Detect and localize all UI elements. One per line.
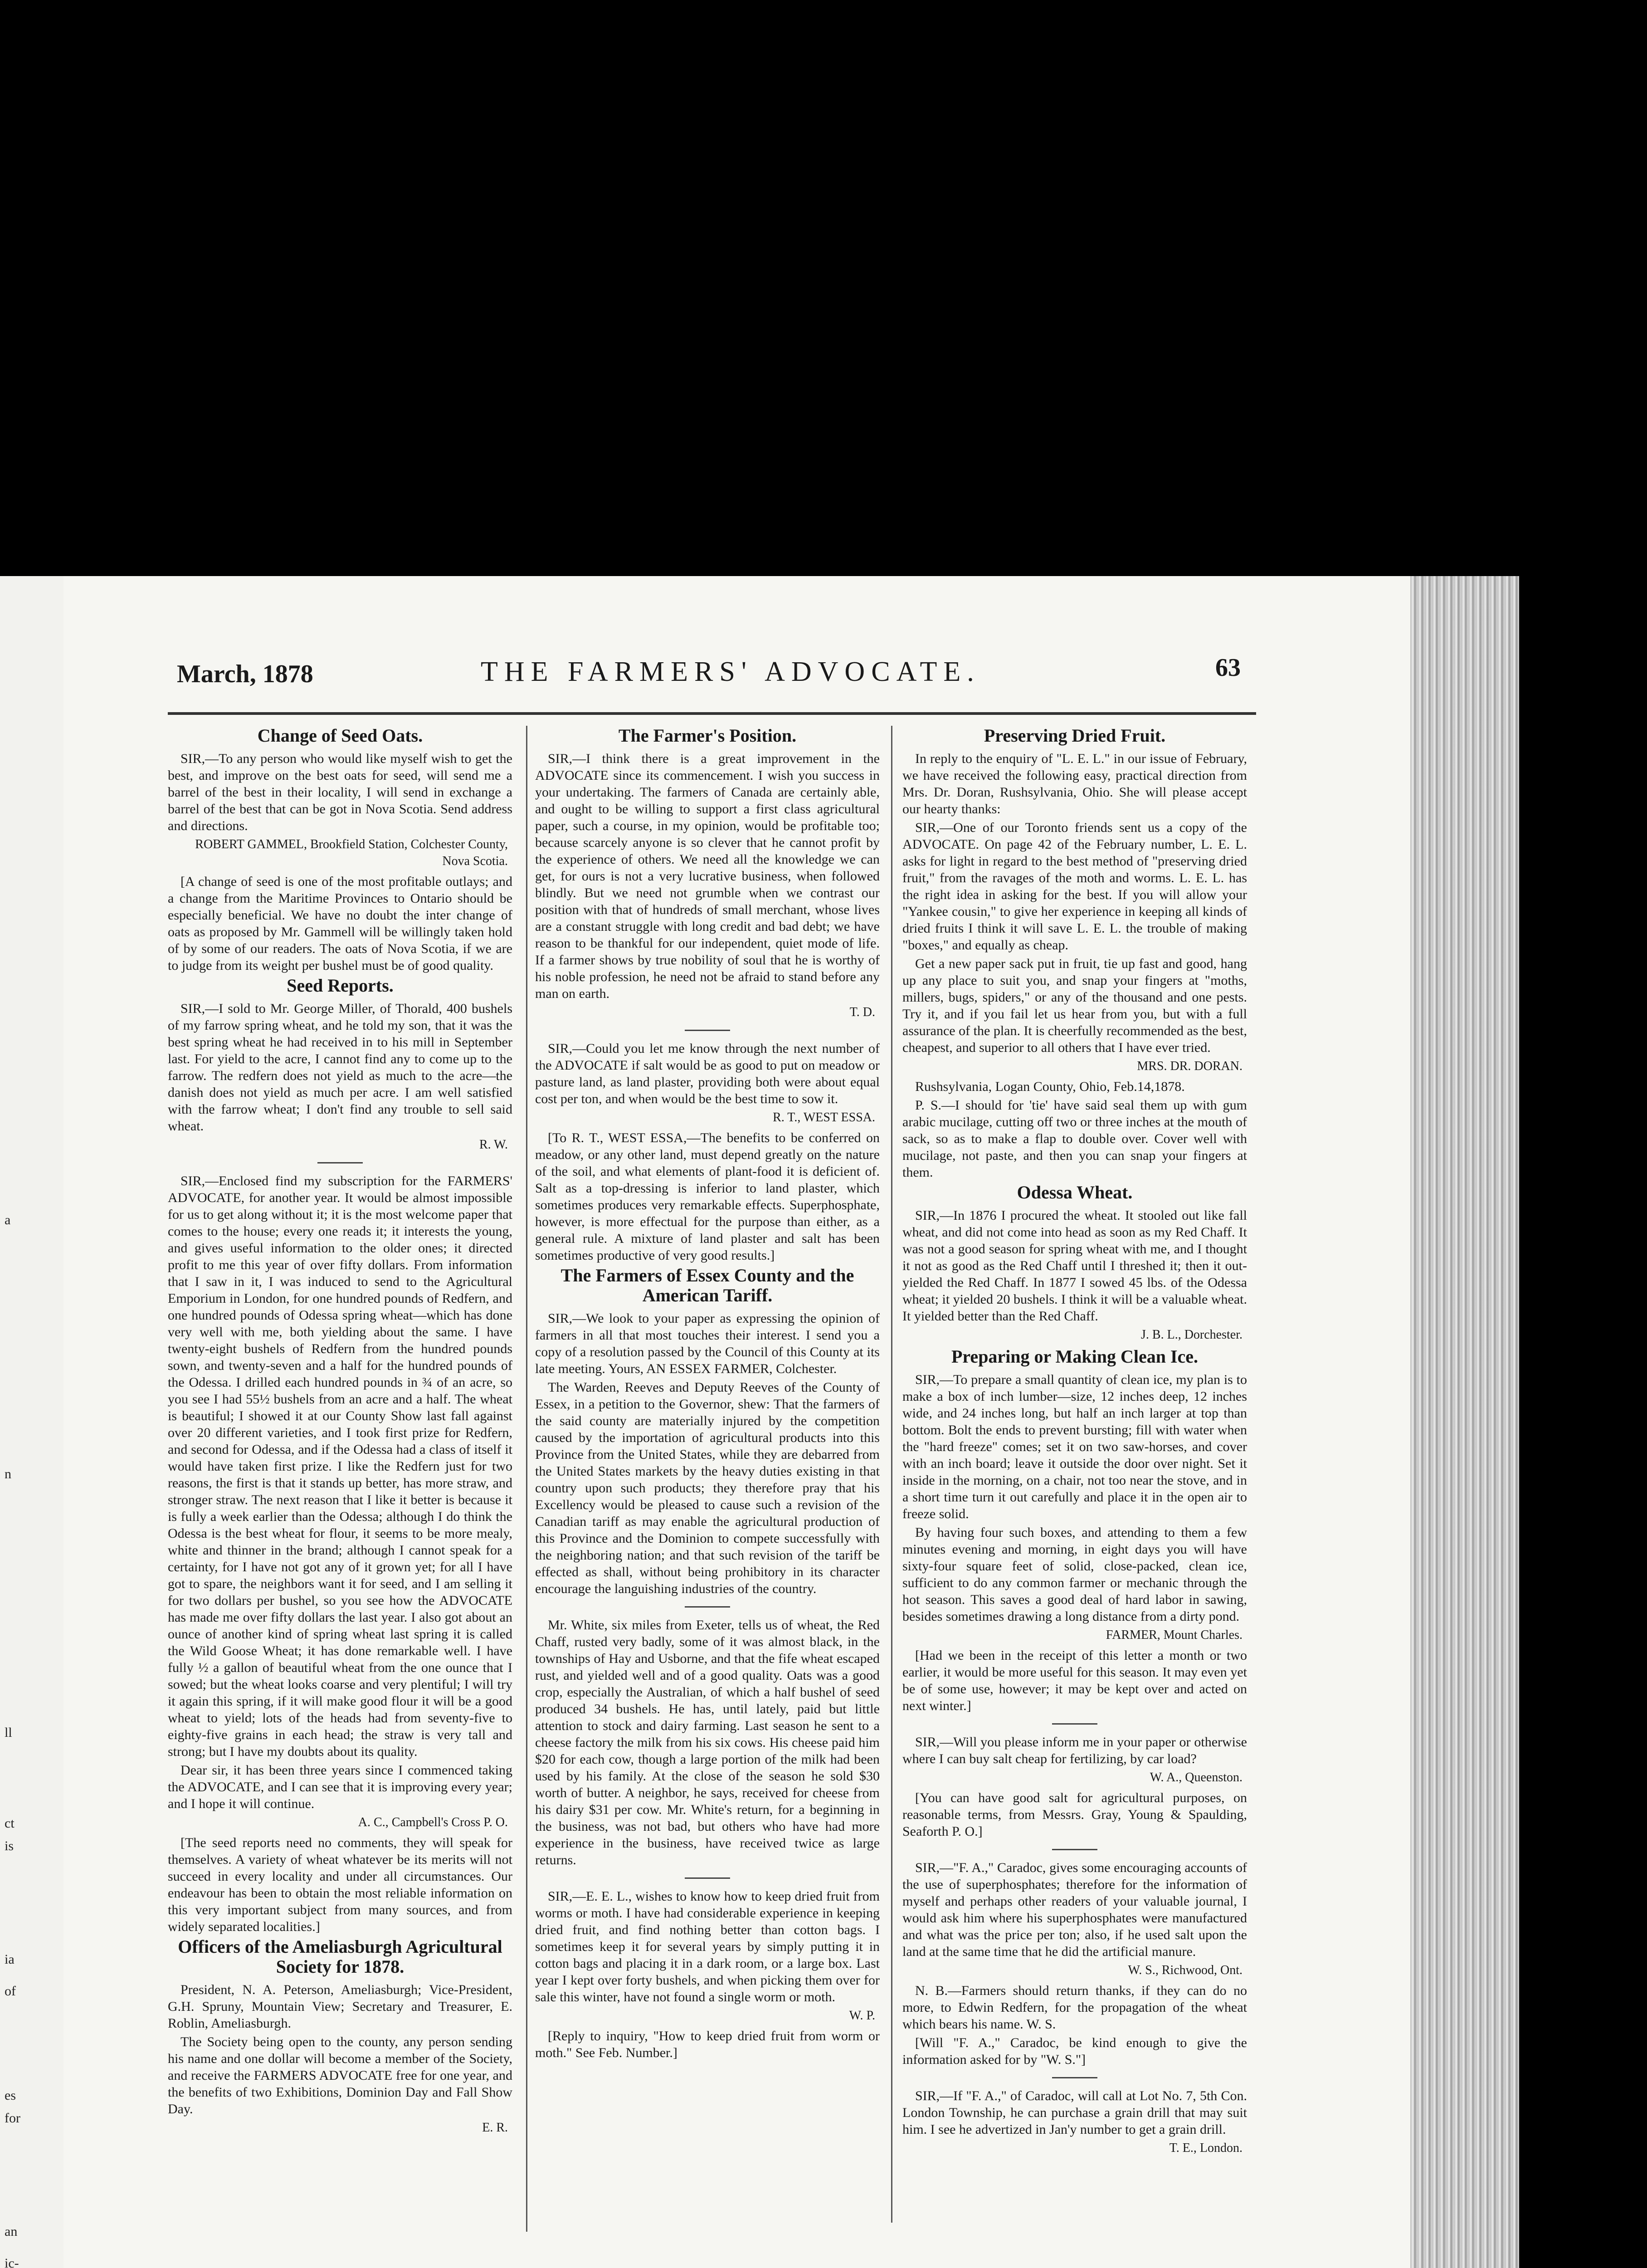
paragraph: SIR,—If "F. A.," of Caradoc, will call at Lot No. 7, 5th Con. London Township, he can purchase a grain drill that may suit him. I see he advertized in Jan'y number to get a grain drill. — [902, 2088, 1247, 2137]
article-title: Officers of the Ameliasburgh Agricultural Society for 1878. — [178, 1936, 502, 1977]
margin-fragment: ct — [5, 1816, 15, 1831]
signature: E. R. — [482, 2121, 508, 2135]
paragraph: SIR,—In 1876 I procured the wheat. It stooled out like fall wheat, and did not come into head as soon as my Red Chaff. It was not a good season for spring wheat with me, and I thought it not as good as the Red Chaff until I threshed it; then it out-yielded the Red Chaff. In 1877 I sowed 45 lbs. of the Odessa wheat; it yielded 20 bushels. I think it will be a valuable wheat. It yielded better than the Red Chaff. — [902, 1208, 1247, 1324]
paragraph: [The seed reports need no comments, they will speak for themselves. A variety of wheat whatever be its merits will not succeed in every locality and under all circumstances. Our endeavour has been to obtain the most reliable information on this very important subject from many sources, and from widely separated localities.] — [168, 1835, 512, 1934]
book-binding — [1410, 576, 1519, 2268]
signature: R. T., WEST ESSA. — [773, 1110, 875, 1124]
signature: W. P. — [849, 2009, 875, 2023]
paragraph: P. S.—I should for 'tie' have said seal them up with gum arabic mucilage, cutting off two or three inches at the mouth of sack, so as to make a flap to double over. Cover well with mucilage, not paste, and then you can snap your fingers at them. — [902, 1098, 1247, 1180]
separator-rule — [685, 1606, 730, 1608]
paragraph: Mr. White, six miles from Exeter, tells us of wheat, the Red Chaff, rusted very badly, some of it was almost black, in the townships of Hay and Usborne, and that the fife wheat escaped rust, and yielded well and of a good quality. Oats was a good crop, especially the Australian, of which a half bushel of seed produced 34 bushels. He has, until lately, paid but little attention to stock and dairy farming. Last season he sent to a cheese factory the milk from his six cows. His cheese paid him $20 for each cow, though a large portion of the milk had been used by his family. At the close of the season he sold $30 worth of butter. A neighbor, he says, received for cheese from his dairy $31 per cow. Mr. White's return, for a beginning in the business, was not bad, but others who have had more experience in the business, have received twice as large returns. — [535, 1618, 880, 1867]
previous-page-edge — [0, 576, 63, 2268]
paragraph: In reply to the enquiry of "L. E. L." in our issue of February, we have received the following easy, practical direction from Mrs. Dr. Doran, Rushsylvania, Ohio. She will please accept our hearty thanks: — [902, 751, 1247, 816]
signature: T. D. — [849, 1005, 875, 1019]
paragraph: SIR,—I think there is a great improvement in the ADVOCATE since its commencement. I wish you success in your undertaking. The farmers of Canada are certainly able, and ought to be willing to support a first class agricultural paper, such a course, in my opinion, would be profitable too; because scarcely anyone is so clever that he cannot profit by the experience of others. We need all the knowledge we can get, for ours is not a very lucrative business, when followed blindly. But we need not grumble when we contrast our position with that of hundreds of small merchant, whose lives are a constant struggle with long credit and bad debt; we have reason to be thankful for our independent, quiet mode of life. If a farmer shows by true nobility of soul that he is worthy of his noble profession, he need not be afraid to stand before any man on earth. — [535, 751, 880, 1001]
article-title: Seed Reports. — [287, 975, 394, 996]
article-title: Odessa Wheat. — [1017, 1182, 1133, 1202]
margin-fragment: is — [5, 1838, 14, 1853]
paragraph: [To R. T., WEST ESSA,—The benefits to be conferred on meadow, or any other land, must depend greatly on the nature of the soil, and what elements of plant-food it is deficient of. Salt as a top-dressing is inferior to land plaster, which sometimes produces very remarkable effects. Superphosphate, however, is more effectual for the purpose than either, as a general rule. A mixture of land plaster and salt has been sometimes productive of very good results.] — [535, 1130, 880, 1263]
paragraph: SIR,—Could you let me know through the next number of the ADVOCATE if salt would be as good to put on meadow or pasture land, as land plaster, providing both were about equal cost per ton, and when would be the best time to sow it. — [535, 1041, 880, 1106]
paragraph: Get a new paper sack put in fruit, tie up fast and good, hang up any place to suit you, and snap your fingers at "moths, millers, bugs, spiders," or any of the thousand and one pests. Try it, and if you fail let us hear from you, but with a full assurance of the plan. It is cheerfully recommended as the best, cheapest, and superior to all others that I have ever tried. — [902, 956, 1247, 1055]
margin-fragment: ll — [5, 1725, 12, 1740]
article-title: The Farmers of Essex County and the American Tariff. — [560, 1265, 854, 1305]
paragraph: SIR,—To prepare a small quantity of clean ice, my plan is to make a box of inch lumber—size, 12 inches deep, 12 inches wide, and 24 inches long, but half an inch larger at top than bottom. Bolt the ends to prevent bursting; fill with water when the "hard freeze" comes; set it on two saw-horses, and cover with an inch board; leave it outside the door over night. Set it inside in the morning, on a chair, not too near the stove, and in a short time turn it out carefully and place it in the open air to freeze solid. — [902, 1372, 1247, 1521]
margin-fragment: a — [5, 1212, 11, 1227]
signature: FARMER, Mount Charles. — [1106, 1628, 1243, 1642]
issue-date: March, 1878 — [177, 660, 313, 688]
paragraph: [Will "F. A.," Caradoc, be kind enough to give the information asked for by "W. S."] — [902, 2035, 1247, 2067]
header-rule — [168, 712, 1256, 715]
paragraph: The Society being open to the county, any person sending his name and one dollar will become a member of the Society, and receive the FARMERS ADVOCATE free for one year, and the benefits of two Exhibitions, Dominion Day and Fall Show Day. — [168, 2034, 512, 2116]
paragraph: SIR,—One of our Toronto friends sent us a copy of the ADVOCATE. On page 42 of the February number, L. E. L. asks for light in regard to the best method of "preserving dried fruit," from the ravages of the moth and worms. L. E. L. has the right idea in asking for the best. If you will allow your "Yankee cousin," to give her experience in keeping all kinds of dried fruits I think it will save L. E. L. the trouble of making "boxes," and equally as cheap. — [902, 820, 1247, 953]
paragraph: SIR,—"F. A.," Caradoc, gives some encouraging accounts of the use of superphosphates; therefore for the information of myself and perhaps other readers of your valuable journal, I would ask him where his superphosphates were manufactured and what was the price per ton; also, if he used salt upon the land at the same time that he did the artificial manure. — [902, 1860, 1247, 1959]
separator-rule — [317, 1162, 363, 1163]
masthead-title: THE FARMERS' ADVOCATE. — [481, 656, 980, 687]
paragraph: SIR,—E. E. L., wishes to know how to keep dried fruit from worms or moth. I have had considerable experience in keeping dried fruit, and find nothing better than cotton bags. I sometimes keep it for several years by simply putting it in cotton bags and placing it in a dark room, or a large box. Last year I kept over forty bushels, and when picking them over for sale this winter, have not found a single worm or moth. — [535, 1889, 880, 2004]
signature: W. S., Richwood, Ont. — [1128, 1963, 1243, 1977]
margin-fragment: ia — [5, 1952, 15, 1967]
paragraph: The Warden, Reeves and Deputy Reeves of the County of Essex, in a petition to the Governor, shew: That the farmers of the said county are materially injured by the competition caused by the importation of agricultural products into this Province from the United States, while they are debarred from the United States markets by the heavy duties existing in that country upon such products; they therefore pray that his Excellency would be pleased to cause such a revision of the Canadian tariff as may enable the agricultural production of this Province and the Dominion to compete successfully with the neighboring nation; and that such revision of the tariff be effected as shall, without being prohibitory in its character encourage the languishing industries of the country. — [535, 1380, 880, 1596]
paragraph: By having four such boxes, and attending to them a few minutes evening and morning, in eight days you will have sixty-four square feet of solid, close-packed, clean ice, sufficient to do any common farmer or mechanic through the hot season. This saves a good deal of hard labor in sawing, besides sometimes drawing a long distance from a dirty pond. — [902, 1525, 1247, 1624]
column-3 — [902, 726, 1247, 2168]
column-1 — [168, 726, 512, 2268]
article-title: The Farmer's Position. — [618, 726, 797, 746]
paragraph: SIR,—We look to your paper as expressing the opinion of farmers in all that most touches their interest. I send you a copy of a resolution passed by the Council of this County at its late meeting. Yours, AN ESSEX FARMER, Colchester. — [535, 1311, 880, 1376]
paragraph: [You can have good salt for agricultural purposes, on reasonable terms, from Messrs. Gray, Young & Spaulding, Seaforth P. O.] — [902, 1790, 1247, 1839]
signature: ROBERT GAMMEL, Brookfield Station, Colchester County, Nova Scotia. — [195, 837, 508, 868]
margin-fragment: an — [5, 2224, 18, 2239]
signature: R. W. — [479, 1138, 508, 1152]
paragraph: [Reply to inquiry, "How to keep dried fruit from worm or moth." See Feb. Number.] — [535, 2028, 880, 2060]
paragraph: President, N. A. Peterson, Ameliasburgh; Vice-President, G.H. Spruny, Mountain View; Secretary and Treasurer, E. Roblin, Ameliasburgh. — [168, 1982, 512, 2031]
separator-rule — [1052, 2077, 1097, 2078]
separator-rule — [685, 1877, 730, 1879]
signature: W. A., Queenston. — [1150, 1770, 1243, 1784]
column-divider — [526, 726, 527, 2232]
column-2 — [535, 726, 880, 2214]
margin-fragment: es — [5, 2088, 16, 2103]
column-divider — [891, 726, 892, 2223]
signature: A. C., Campbell's Cross P. O. — [358, 1815, 508, 1829]
paragraph: SIR,—I sold to Mr. George Miller, of Thorald, 400 bushels of my farrow spring wheat, and he told my son, that it was the best spring wheat he had received in to his mill in September last. For yield to the acre, I cannot find any to come up to the farrow. The redfern does not yield as much to the acre—the danish does not yield as much per acre. I am well satisfied with the farrow wheat; I don't find any trouble to sell said wheat. — [168, 1001, 512, 1134]
separator-rule — [1052, 1723, 1097, 1725]
article-title: Change of Seed Oats. — [257, 726, 423, 746]
paragraph: N. B.—Farmers should return thanks, if they can do no more, to Edwin Redfern, for the propagation of the wheat which bears his name. W. S. — [902, 1983, 1247, 2032]
article-title: Preparing or Making Clean Ice. — [951, 1346, 1199, 1367]
margin-fragment: of — [5, 1984, 16, 1999]
paragraph: SIR,—To any person who would like myself wish to get the best, and improve on the best oats for seed, will send me a barrel of the best in their locality, I will send in exchange a barrel of the best that can be got in Nova Scotia. Send address and directions. — [168, 751, 512, 833]
paragraph: [Had we been in the receipt of this letter a month or two earlier, it would be more useful for this season. It may even yet be of some use, however; it may be kept over and acted on next winter.] — [902, 1648, 1247, 1713]
page-number: 63 — [1215, 654, 1241, 682]
paragraph: SIR,—Enclosed find my subscription for the FARMERS' ADVOCATE, for another year. It would be almost impossible for us to get along without it; it is the most welcome paper that comes to the house; every one reads it; it interests the young, and gives useful information to the older ones; it directed profit to me this year of over fifty dollars. From information that I saw in it, I was induced to send to the Agricultural Emporium in London, for one hundred pounds of Redfern, and one hundred pounds of Odessa spring wheat—which has done very well with me, both yielding about the same. I have twenty-eight bushels of Redfern from the hundred pounds sown, and twenty-seven and a half for the hundred pounds of the Odessa. I drilled each hundred pounds in ¾ of an acre, so you see I had 55½ bushels from an acre and a half. The wheat is beautiful; I showed it at our County Show last fall against over 20 different varieties, and I took first prize for Redfern, and second for Odessa, and if the Odessa had a class of itself it would have taken first prize. I like the Redfern just for two reasons, the first is that it stands up better, has more straw, and stronger straw. The next reason that I like it better is because it is fully a week earlier than the Odessa; although I do think the Odessa is the best wheat for flour, it seems to be more mealy, white and thinner in the brand; although I cannot speak for a certainty, for I have not got any of it grown yet; for all I have got to spare, the neighbors want it for seed, and I am selling it for two dollars per bushel, so you see how the ADVOCATE has made me over fifty dollars the last year. I also got about an ounce of another kind of spring wheat last spring it is called the Wild Goose Wheat; it has done remarkable well. I have fully ½ a gallon of beautiful wheat from the one ounce that I sowed; but the wheat looks coarse and very plentiful; I will try it again this spring, if it will make good flour it will be a good wheat to yield; lots of the heads had from seventy-five to eighty-five grains in each head; the straw is very tall and strong; but I have my doubts about its quality. — [168, 1173, 512, 1759]
paragraph: Dear sir, it has been three years since I commenced taking the ADVOCATE, and I can see that it is improving every year; and I hope it will continue. — [168, 1763, 512, 1811]
page-header — [104, 653, 1265, 699]
article-title: Preserving Dried Fruit. — [984, 726, 1166, 746]
signature: MRS. DR. DORAN. — [1137, 1059, 1243, 1073]
separator-rule — [1052, 1849, 1097, 1850]
paragraph: SIR,—Will you please inform me in your paper or otherwise where I can buy salt cheap for fertilizing, by car load? — [902, 1735, 1247, 1766]
paragraph: [A change of seed is one of the most profitable outlays; and a change from the Maritime Provinces to Ontario should be especially beneficial. We have no doubt the inter change of oats as proposed by Mr. Gammell will be willingly taken hold of by some of our readers. The oats of Nova Scotia, if we are to judge from its weight per bushel must be of good quality. — [168, 874, 512, 973]
margin-fragment: n — [5, 1466, 11, 1481]
paragraph: Rushsylvania, Logan County, Ohio, Feb.14,1878. — [915, 1079, 1185, 1094]
margin-fragment: for — [5, 2111, 20, 2126]
margin-fragment: ic- — [5, 2256, 19, 2268]
separator-rule — [685, 1030, 730, 1031]
signature: J. B. L., Dorchester. — [1141, 1328, 1243, 1342]
signature: T. E., London. — [1169, 2141, 1243, 2155]
